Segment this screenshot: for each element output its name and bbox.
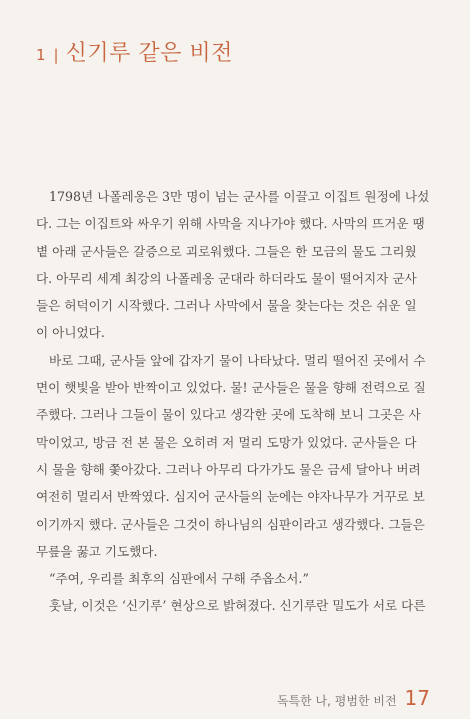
page-footer [277, 686, 430, 710]
text-line: 훗날, 이것은 ‘신기루’ 현상으로 밝혀졌다. 신기루란 밀도가 서로 다른 [49, 598, 426, 614]
chapter-heading [36, 36, 233, 67]
body-text [36, 183, 436, 620]
running-footer-title: 독특한 나, 평범한 비전 [276, 694, 397, 708]
text-line: 면이 햇빛을 받아 반짝이고 있었다. 물! 군사들은 물을 향해 전력으로 질 [36, 380, 426, 396]
text-line: 1798년 나폴레옹은 3만 명이 넘는 군사를 이끌고 이집트 원정에 나섰 [49, 189, 430, 204]
text-line: 시 물을 향해 쫓아갔다. 그러나 아무리 다가가도 물은 금세 달아나 버려 [36, 461, 421, 477]
section-separator: | [53, 46, 59, 64]
text-line: 들은 허덕이기 시작했다. 그러나 사막에서 물을 찾는다는 것은 쉬운 일 [36, 298, 417, 314]
text-line: 주했다. 그러나 그들이 물이 있다고 생각한 곳에 도착해 보니 그곳은 사 [36, 407, 421, 423]
section-number: 1 [36, 46, 46, 64]
text-line: 막이었고, 방금 전 본 물은 오히려 저 멀리 도망가 있었다. 군사들은 다 [36, 434, 417, 450]
text-line: 무릎을 꿇고 기도했다. [36, 543, 158, 559]
text-line: “주여, 우리를 최후의 심판에서 구해 주옵소서.” [49, 571, 309, 587]
text-line: 여전히 멀리서 반짝였다. 심지어 군사들의 눈에는 야자나무가 거꾸로 보 [36, 489, 425, 505]
text-line: 다. 아무리 세계 최강의 나폴레옹 군대라 하더라도 물이 떨어지자 군사 [36, 270, 417, 286]
text-line: 이기까지 했다. 군사들은 그것이 하나님의 심판이라고 생각했다. 그들은 [36, 516, 425, 532]
text-line: 이 아니었다. [36, 325, 105, 341]
text-line: 볕 아래 군사들은 갈증으로 괴로워했다. 그들은 한 모금의 물도 그리웠 [36, 243, 417, 259]
page-number: 17 [404, 686, 430, 710]
text-line: 다. 그는 이집트와 싸우기 위해 사막을 지나가야 했다. 사막의 뜨거운 땡 [36, 216, 425, 232]
section-title: 신기루 같은 비전 [65, 41, 233, 66]
text-line: 바로 그때, 군사들 앞에 갑자기 물이 나타났다. 멀리 떨어진 곳에서 수 [49, 352, 426, 368]
